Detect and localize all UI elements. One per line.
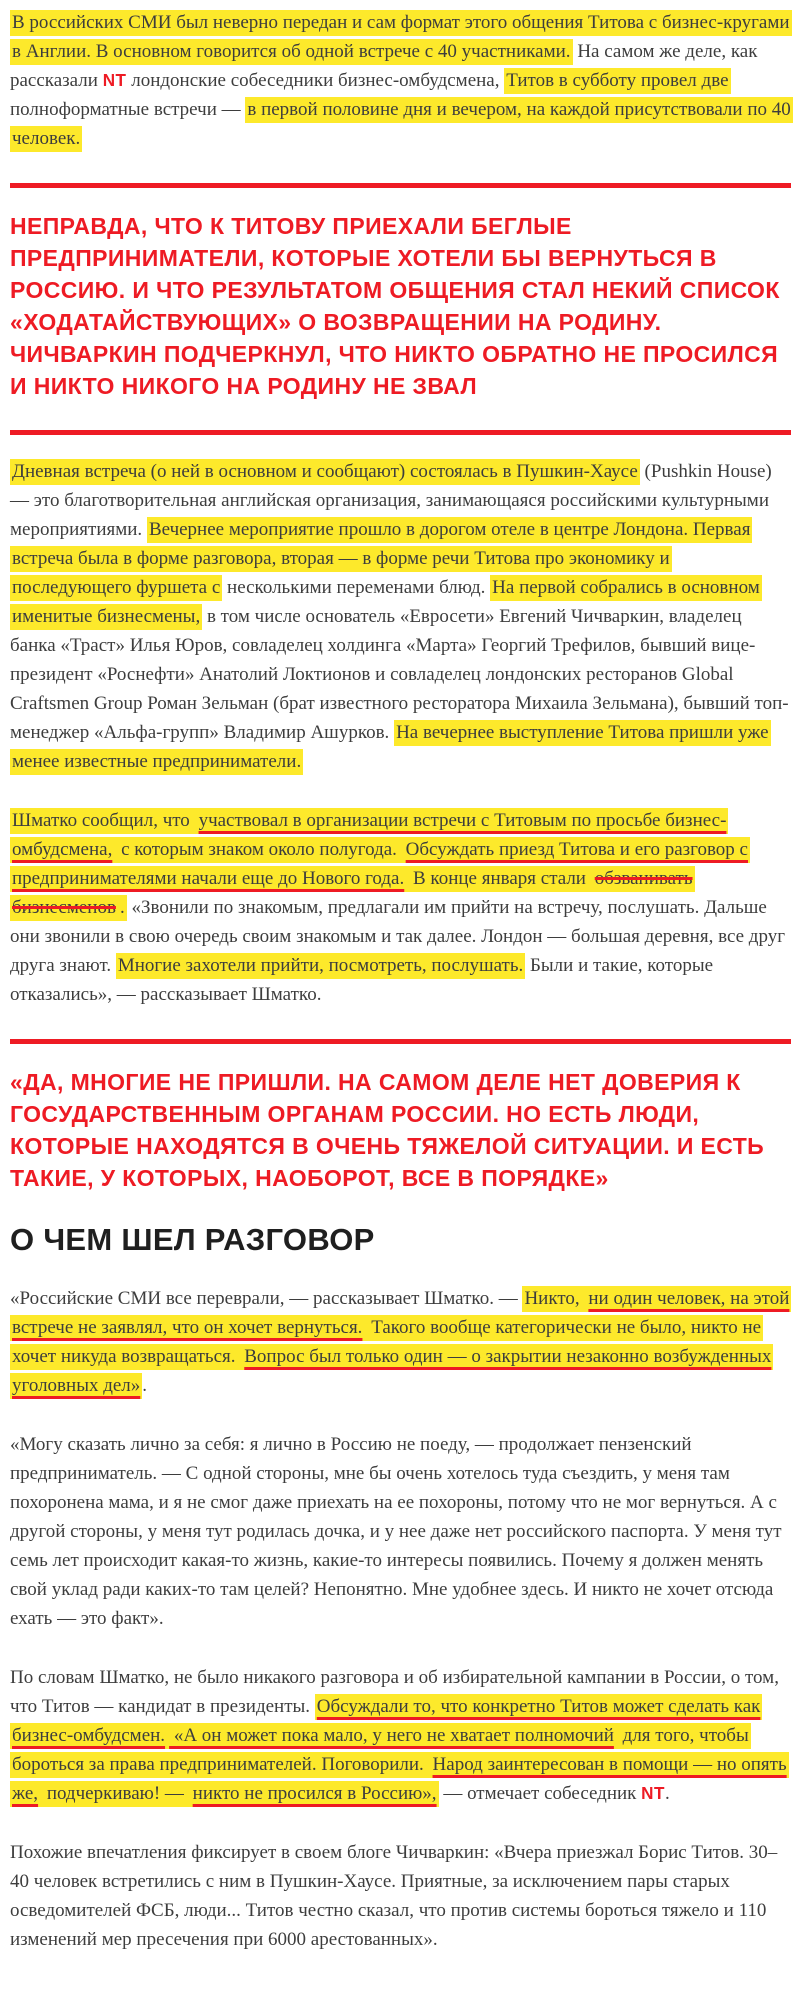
highlighted-text: На первой собрались в основном именитые бизнесмены, [10, 575, 762, 630]
body-text: в том числе основатель «Евросети» Евгений Чичваркин, владелец банка «Траст» Илья Юров, совладелец холдинга «Марта» Георгий Трефилов, бывший вице-президент «Роснефти» Анатолий Локтионов и совладелец лондонских ресторанов Global Craftsmen Group Роман Зельман (брат известного ресторатора Михаила Зельмана), бывший топ-менеджер «Альфа-групп» Владимир Ашурков. [10, 606, 789, 743]
highlighted-text: в первой половине дня и вечером, на каждой присутствовали по 40 человек. [10, 97, 793, 152]
highlighted-text: В конце января стали [406, 866, 592, 892]
body-text: полноформатные встречи — [10, 99, 246, 120]
body-text: Похожие впечатления фиксирует в своем блоге Чичваркин: «Вчера приезжал Борис Титов. 30–40 человек встретились с ним в Пушкин-Хаусе. Приятные, за исключением пары старых осведомителей ФСБ, люди... Титов честно сказал, что против системы бороться тяжело и 110 изменений мер пресечения при 6000 арестованных». [10, 1842, 778, 1950]
paragraph [10, 1430, 791, 1633]
highlighted-text: для того, чтобы бороться за права предпринимателей. Поговорили. [10, 1723, 751, 1778]
highlighted-text: Шматко сообщил, что [10, 808, 197, 834]
highlighted-text: В российских СМИ был неверно передан и сам формат этого общения Титова с бизнес-кругами в Англии. В основном говорится об одной встрече с 40 участниками. [10, 10, 792, 65]
paragraph [10, 8, 791, 153]
paragraph [10, 457, 791, 776]
body-text: На самом же деле, как рассказали [10, 41, 758, 91]
paragraph [10, 1663, 791, 1808]
highlighted-text: Многие захотели прийти, посмотреть, послушать. [116, 953, 525, 979]
highlighted-text: Титов в субботу провел две [504, 68, 730, 94]
highlighted-text: Вечернее мероприятие прошло в дорогом отеле в центре Лондона. Первая встреча была в форме разговора, вторая — в форме речи Титова про экономику и последующего фуршета с [10, 517, 752, 601]
highlighted-text: Такого вообще категорически не было, никто не хочет никуда возвращаться. [10, 1315, 763, 1370]
highlighted-underlined-text: Вопрос был только один — о закрытии незаконно возбужденных уголовных дел» [10, 1344, 773, 1399]
highlighted-underlined-text: никто не просился в Россию», [191, 1781, 439, 1807]
section-divider [10, 1039, 791, 1044]
body-text: . [142, 1375, 148, 1396]
highlighted-text: Никто, [522, 1286, 586, 1312]
highlighted-text: с которым знаком около полугода. [114, 837, 403, 863]
highlighted-text: На вечернее выступление Титова пришли уже менее известные предприниматели. [10, 720, 771, 775]
body-text: «Могу сказать лично за себя: я лично в Россию не поеду, — продолжает пензенский предприниматель. — С одной стороны, мне бы очень хотелось туда съездить, у меня там похоронена мама, и я не смог даже приехать на ее похороны, потому что не мог вернуться. А с другой стороны, у меня тут родилась дочка, и у нее даже нет российского паспорта. У меня тут семь лет происходит какая-то жизнь, какие-то интересы появились. Почему я должен менять свой уклад ради каких-то там целей? Непонятно. Мне удобнее здесь. И никто не хочет отсюда ехать — это факт». [10, 1434, 782, 1629]
highlighted-text: . [118, 895, 127, 921]
highlighted-underlined-text: участвовал в организации встречи с Титовым по просьбе бизнес-омбудсмена, [10, 808, 728, 863]
body-text: «Российские СМИ все переврали, — рассказывает Шматко. — [10, 1288, 523, 1309]
highlighted-struck-text: обзванивать бизнесменов [10, 866, 695, 921]
section-divider [10, 430, 791, 435]
body-text: — отмечает собеседник [438, 1783, 642, 1804]
section-divider [10, 183, 791, 188]
highlighted-text: Дневная встреча (о ней в основном и сообщают) состоялась в Пушкин-Хаусе [10, 459, 640, 485]
paragraph [10, 1284, 791, 1400]
nt-logo[interactable]: NT [102, 71, 127, 90]
highlighted-underlined-text: Обсуждать приезд Титова и его разговор с предпринимателями начали еще до Нового года. [10, 837, 750, 892]
highlighted-text: подчеркиваю! — [40, 1781, 191, 1807]
highlighted-underlined-text: «А он может пока мало, у него не хватает полномочий [167, 1723, 616, 1749]
body-text: Были и такие, которые отказались», — рассказывает Шматко. [10, 955, 714, 1005]
nt-logo[interactable]: NT [641, 1784, 665, 1803]
pull-quote: «ДА, МНОГИЕ НЕ ПРИШЛИ. НА САМОМ ДЕЛЕ НЕТ ДОВЕРИЯ К ГОСУДАРСТВЕННЫМ ОРГАНАМ РОССИИ. НО ЕСТЬ ЛЮДИ, КОТОРЫЕ НАХОДЯТСЯ В ОЧЕНЬ ТЯЖЕЛОЙ СИТУАЦИИ. И ЕСТЬ ТАКИЕ, У КОТОРЫХ, НАОБОРОТ, ВСЕ В ПОРЯДКЕ» [10, 1069, 765, 1191]
paragraph [10, 1838, 791, 1954]
body-text: лондонские собеседники бизнес-омбудсмена, [126, 70, 505, 91]
paragraph [10, 806, 791, 1009]
highlighted-underlined-text: Народ заинтересован в помощи — но опять же, [10, 1752, 789, 1807]
body-text: По словам Шматко, не было никакого разговора и об избирательной кампании в России, о том, что Титов — кандидат в президенты. [10, 1667, 779, 1717]
pull-quote: НЕПРАВДА, ЧТО К ТИТОВУ ПРИЕХАЛИ БЕГЛЫЕ ПРЕДПРИНИМАТЕЛИ, КОТОРЫЕ ХОТЕЛИ БЫ ВЕРНУТЬСЯ В РОССИЮ. И ЧТО РЕЗУЛЬТАТОМ ОБЩЕНИЯ СТАЛ НЕКИЙ СПИСОК «ХОДАТАЙСТВУЮЩИХ» О ВОЗВРАЩЕНИИ НА РОДИНУ. ЧИЧВАРКИН ПОДЧЕРКНУЛ, ЧТО НИКТО ОБРАТНО НЕ ПРОСИЛСЯ И НИКТО НИКОГО НА РОДИНУ НЕ ЗВАЛ [10, 213, 780, 399]
section-heading: О ЧЕМ ШЕЛ РАЗГОВОР [10, 1222, 375, 1257]
body-text: несколькими переменами блюд. [222, 577, 491, 598]
body-text: (Pushkin House) — это благотворительная английская организация, занимающаяся российскими культурными мероприятиями. [10, 461, 772, 540]
body-text: . [664, 1783, 670, 1804]
highlighted-underlined-text: Обсуждали то, что конкретно Титов может сделать как бизнес-омбудсмен. [10, 1694, 762, 1749]
highlighted-underlined-text: ни один человек, на этой встрече не заявлял, что он хочет вернуться. [10, 1286, 791, 1341]
body-text: «Звонили по знакомым, предлагали им прийти на встречу, послушать. Дальше они звонили в свою очередь своим знакомым и так далее. Лондон — большая деревня, все друг друга знают. [10, 897, 786, 976]
